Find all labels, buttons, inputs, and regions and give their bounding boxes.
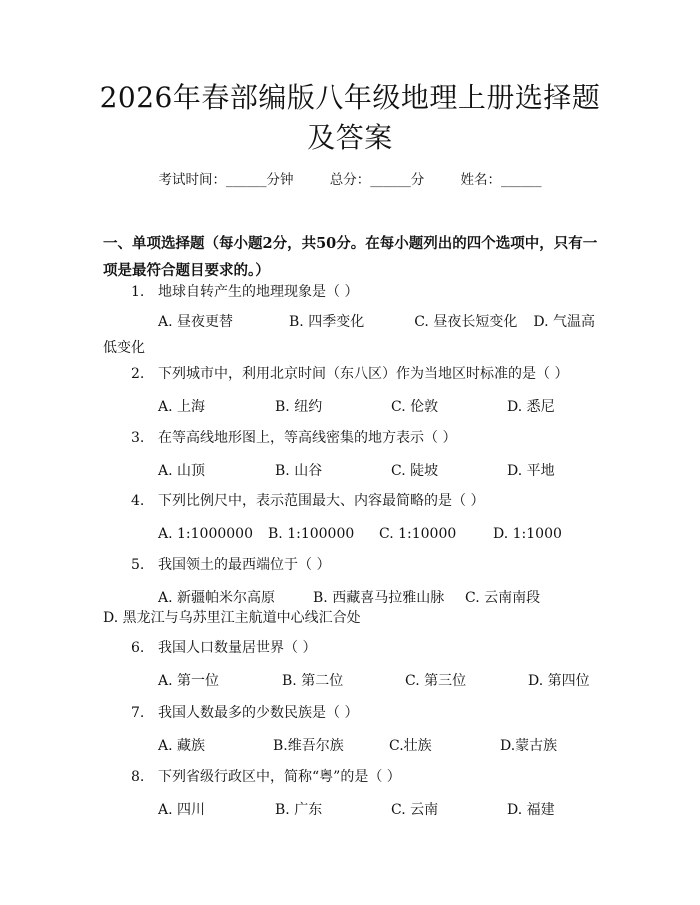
question: [131, 703, 611, 723]
option-b: B. 第二位: [282, 673, 344, 689]
option-d: D.蒙古族: [500, 738, 558, 754]
question: [131, 428, 611, 448]
question-text: 我国领土的最西端位于（ ）: [158, 557, 331, 573]
option-a: A. 四川: [158, 802, 206, 818]
exam-title: 2026年春部编版八年级地理上册选择题及答案: [99, 81, 601, 154]
question-text: 地球自转产生的地理现象是（ ）: [158, 284, 359, 300]
option-c: C. 陡坡: [391, 463, 439, 479]
option-d: D. 福建: [507, 802, 555, 818]
option-b: B. 广东: [275, 802, 323, 818]
question-number: 7.: [131, 705, 145, 721]
option-c: C. 昼夜长短变化: [414, 314, 518, 330]
question: [131, 364, 611, 384]
option-c: C. 云南: [391, 802, 439, 818]
option-d: D. 黑龙江与乌苏里江主航道中心线汇合处: [103, 610, 361, 626]
question-number: 5.: [131, 557, 145, 573]
question-text: 下列城市中，利用北京时间（东八区）作为当地区时标准的是（ ）: [158, 366, 569, 382]
option-c: C. 第三位: [405, 673, 467, 689]
question-number: 3.: [131, 430, 145, 446]
question: [131, 638, 611, 658]
option-c: C. 伦敦: [391, 399, 439, 415]
exam-score: 总分：______分: [329, 172, 425, 188]
option-d: D. 气温高低变化: [103, 314, 595, 356]
option-b: B. 1:100000: [268, 526, 355, 542]
option-c: C. 云南南段: [465, 590, 541, 606]
option-d: D. 第四位: [528, 673, 590, 689]
question-text: 下列省级行政区中，简称“粤”的是（ ）: [158, 769, 401, 785]
option-c: C.壮族: [389, 738, 432, 754]
option-a: A. 上海: [158, 399, 206, 415]
option-b: B. 西藏喜马拉雅山脉: [313, 590, 445, 606]
question: [131, 767, 611, 787]
question-number: 6.: [131, 640, 145, 656]
exam-time: 考试时间：______分钟: [158, 172, 294, 188]
student-name: 姓名：______: [460, 172, 542, 188]
exam-meta: [0, 170, 700, 190]
option-a: A. 第一位: [158, 673, 220, 689]
question-number: 8.: [131, 769, 145, 785]
option-d: D. 平地: [507, 463, 555, 479]
question: [131, 555, 611, 575]
question-number: 2.: [131, 366, 145, 382]
option-d: D. 悉尼: [507, 399, 555, 415]
question: [131, 491, 611, 511]
option-b: B. 山谷: [275, 463, 323, 479]
option-c: C. 1:10000: [379, 526, 457, 542]
option-b: B.维吾尔族: [273, 738, 344, 754]
question-number: 4.: [131, 493, 145, 509]
options-row: [103, 309, 603, 361]
option-b: B. 四季变化: [289, 314, 365, 330]
question-text: 我国人数最多的少数民族是（ ）: [158, 705, 359, 721]
option-a: A. 山顶: [158, 463, 206, 479]
section-heading: 一、单项选择题（每小题2分，共50分。在每小题列出的四个选项中，只有一项是最符合题目要求的。）: [103, 235, 598, 279]
question-text: 我国人口数量居世界（ ）: [158, 640, 317, 656]
option-a: A. 昼夜更替: [158, 314, 234, 330]
option-a: A. 藏族: [158, 738, 206, 754]
question: [131, 282, 611, 302]
option-b: B. 纽约: [275, 399, 323, 415]
question-number: 1.: [131, 284, 145, 300]
option-a: A. 新疆帕米尔高原: [158, 590, 276, 606]
question-text: 下列比例尺中，表示范围最大、内容最简略的是（ ）: [158, 493, 485, 509]
option-d: D. 1:1000: [493, 526, 562, 542]
question-text: 在等高线地形图上，等高线密集的地方表示（ ）: [158, 430, 457, 446]
option-a: A. 1:1000000: [158, 526, 253, 542]
